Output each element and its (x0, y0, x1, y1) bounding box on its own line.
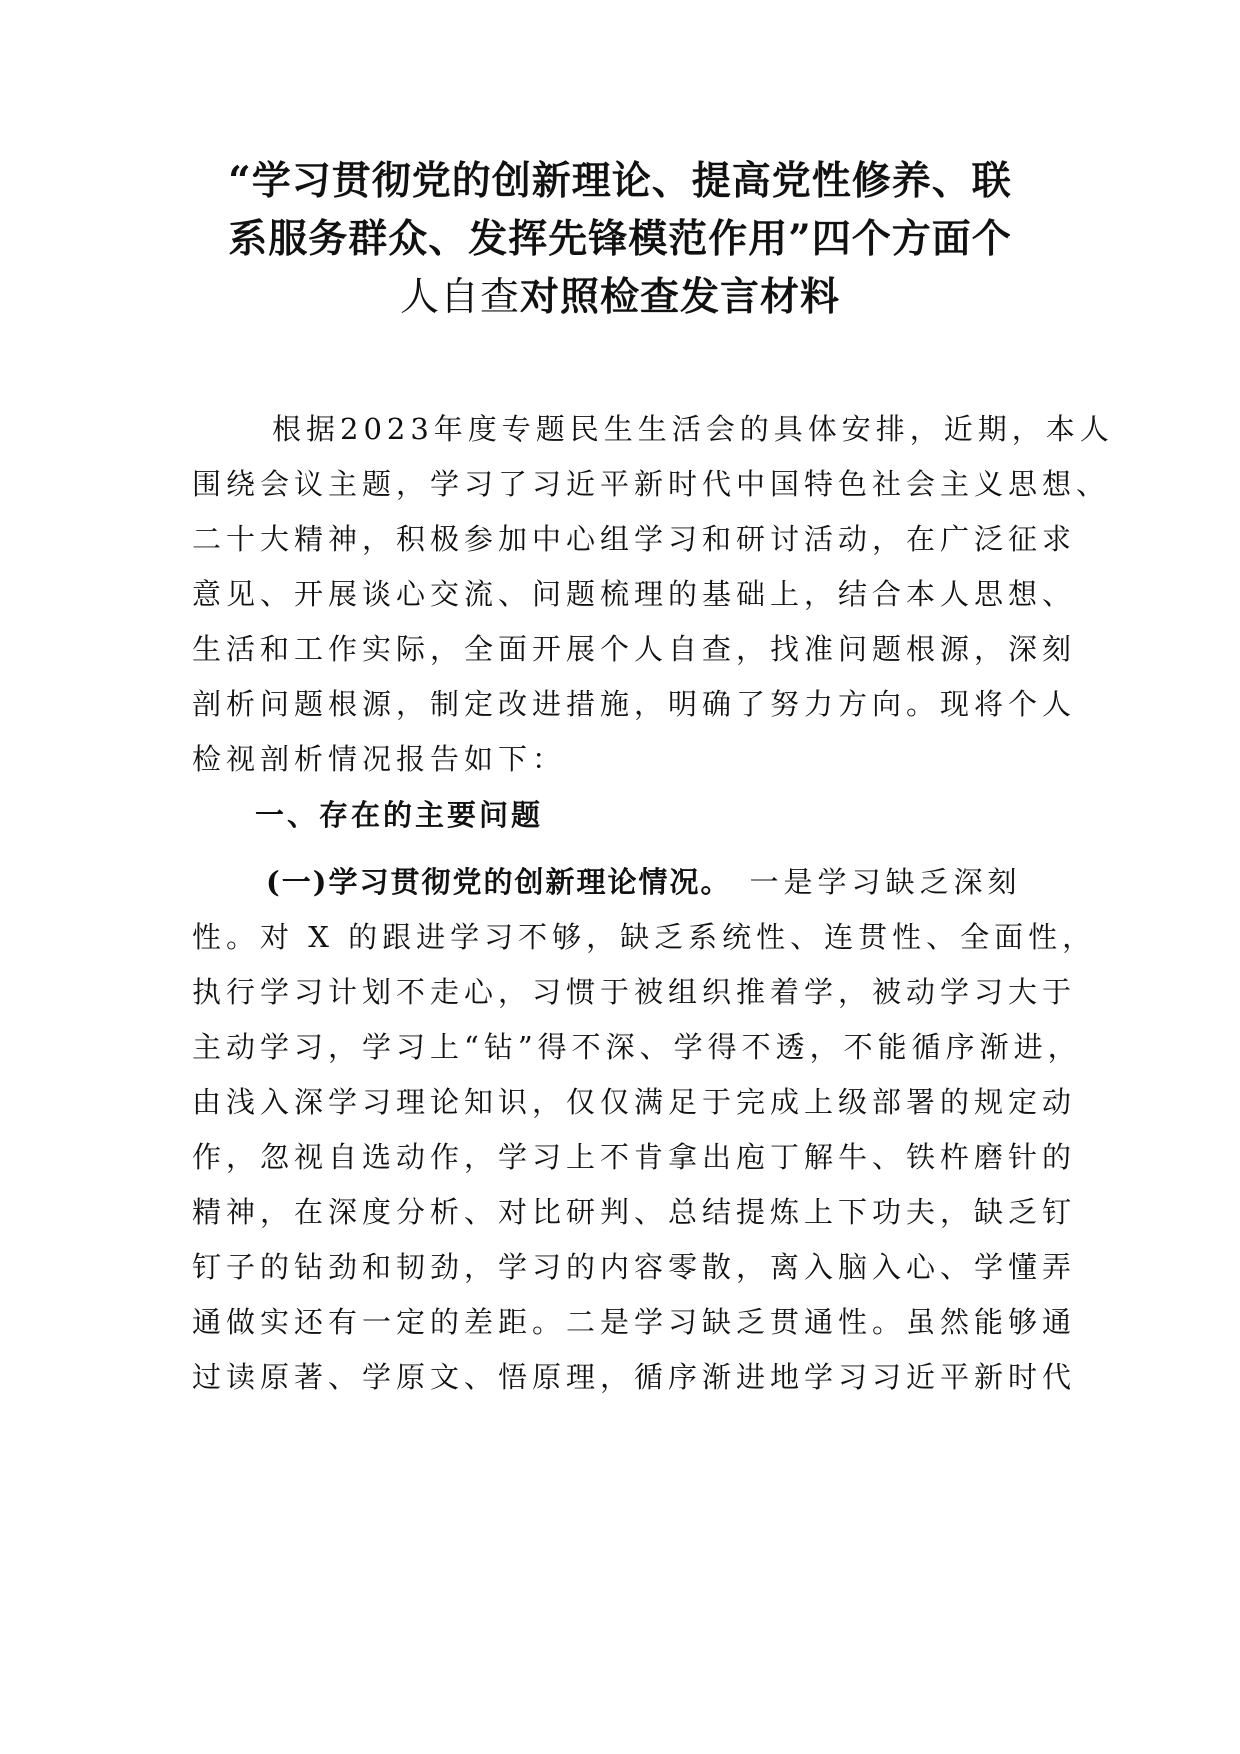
section-1-line: 执行学习计划不走心，习惯于被组织推着学，被动学习大于 (192, 975, 1077, 1009)
title-line-3 (150, 268, 1090, 327)
section-1-line: 过读原著、学原文、悟原理，循序渐进地学习习近平新时代 (192, 1360, 1077, 1394)
title-line-3-light: 人自查 (399, 275, 520, 320)
section-1-first-line (192, 855, 1072, 910)
section-1-line: 精神，在深度分析、对比研判、总结提炼上下功夫，缺乏钉 (192, 1195, 1077, 1229)
title-line-2: 系服务群众、发挥先锋模范作用”四个方面个 (228, 216, 1012, 262)
intro-line: 生活和工作实际，全面开展个人自查，找准问题根源，深刻 (192, 632, 1077, 666)
document-title (150, 152, 1090, 327)
section-1-line: 钉子的钻劲和韧劲，学习的内容零散，离入脑入心、学懂弄 (192, 1250, 1077, 1284)
title-line-3-bold: 对照检查发言材料 (520, 274, 841, 320)
section-1-line: 性。对 X 的跟进学习不够，缺乏系统性、连贯性、全面性， (192, 920, 1097, 954)
intro-line: 根据2023年度专题民生生活会的具体安排，近期，本人 (272, 412, 1114, 446)
intro-line: 围绕会议主题，学习了习近平新时代中国特色社会主义思想、 (192, 467, 1111, 501)
section-1-line: 由浅入深学习理论知识，仅仅满足于完成上级部署的规定动 (192, 1085, 1077, 1119)
intro-line: 剖析问题根源，制定改进措施，明确了努力方向。现将个人 (192, 687, 1077, 721)
section-1-paragraph (192, 855, 1097, 1405)
section-1-subheading: (一)学习贯彻党的创新理论情况。 (266, 865, 732, 899)
intro-paragraph (192, 402, 1114, 787)
section-heading-main-problems: 一、存在的主要问题 (255, 798, 544, 832)
section-1-line: 通做实还有一定的差距。二是学习缺乏贯通性。虽然能够通 (192, 1305, 1077, 1339)
title-line-1: “学习贯彻党的创新理论、提高党性修养、联 (228, 158, 1012, 204)
intro-line: 二十大精神，积极参加中心组学习和研讨活动，在广泛征求 (192, 522, 1077, 556)
section-1-first-line-text: 一是学习缺乏深刻 (749, 865, 1022, 899)
section-1-line: 作，忽视自选动作，学习上不肯拿出庖丁解牛、铁杵磨针的 (192, 1140, 1077, 1174)
section-1-line: 主动学习，学习上“钻”得不深、学得不透，不能循序渐进， (192, 1030, 1082, 1064)
intro-line: 意见、开展谈心交流、问题梳理的基础上，结合本人思想、 (192, 577, 1077, 611)
intro-line: 检视剖析情况报告如下： (192, 742, 567, 776)
